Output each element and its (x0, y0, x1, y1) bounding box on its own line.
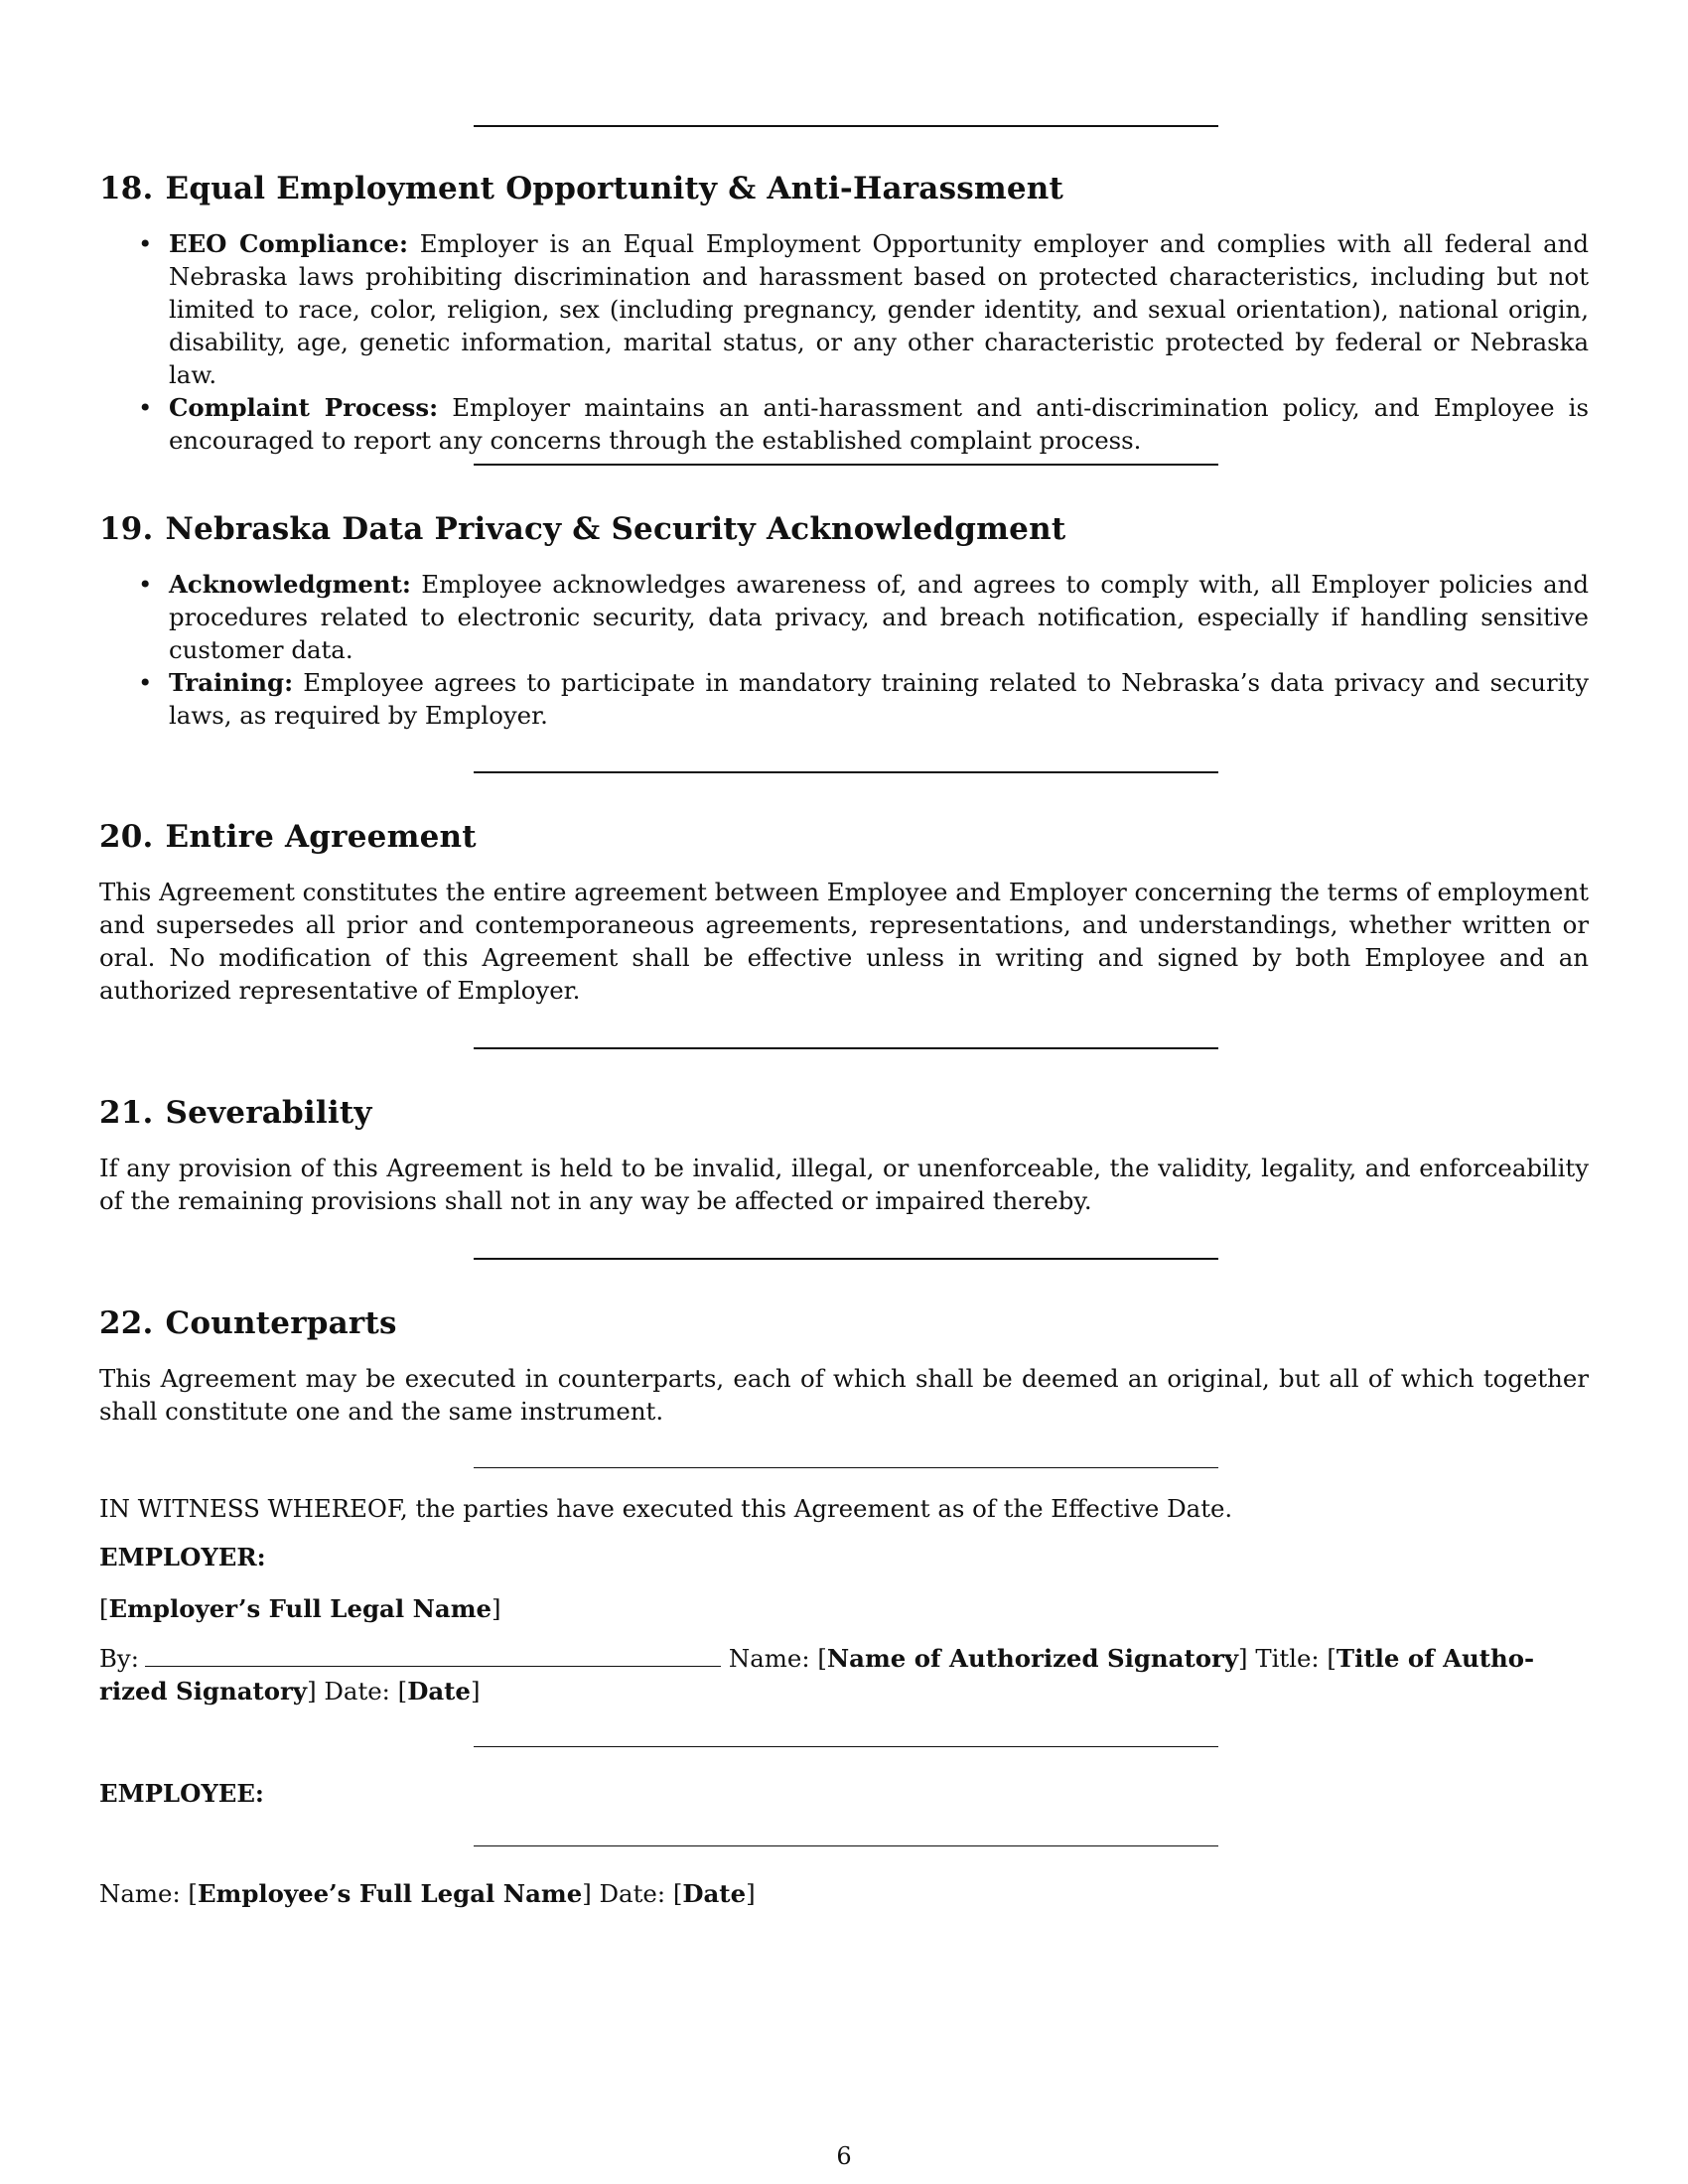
section-number: 20. (99, 819, 154, 855)
employer-signature-line: By: Name: [Name of Authorized Signatory] Title: [Title of Autho- (99, 1644, 1535, 1673)
section-21-heading (99, 1095, 372, 1131)
section-number: 18. (99, 171, 154, 206)
section-divider (474, 1258, 1218, 1260)
section-title: Nebraska Data Privacy & Security Acknowledgment (165, 511, 1066, 547)
signatory-name: Name of Authorized Signatory (826, 1644, 1239, 1673)
section-20-body: This Agreement constitutes the entire agreement between Employee and Employer concerning the terms of employment and supersedes all prior and contemporaneous agreements, representations, and understandings, whether written or oral. No modification of this Agreement shall be effective unless in writing and signed by both Employee and an authorized representative of Employer. (99, 878, 1589, 1005)
signature-divider (474, 1845, 1218, 1846)
section-19-list (99, 568, 1589, 732)
section-number: 21. (99, 1095, 154, 1131)
list-item (99, 568, 1589, 666)
section-number: 19. (99, 511, 154, 547)
signature-field[interactable] (145, 1646, 721, 1667)
section-divider (474, 1047, 1218, 1049)
section-divider (474, 771, 1218, 773)
employee-date: Date (682, 1879, 747, 1908)
section-divider (474, 464, 1218, 466)
employee-name: Employee’s Full Legal Name (197, 1879, 583, 1908)
employee-name-label: Name: (99, 1879, 181, 1908)
section-title: Entire Agreement (165, 819, 477, 855)
bullet-icon: • (138, 668, 153, 697)
by-label: By: (99, 1644, 139, 1673)
section-number: 22. (99, 1305, 154, 1341)
signatory-title-cont: rized Signatory (99, 1677, 308, 1706)
item-text: Employee acknowledges awareness of, and agrees to comply with, all Employer policies and procedures related to electronic security, data privacy, and breach notification, especially if handling sensitive customer data. (169, 570, 1589, 664)
employer-name-line: [Employer’s Full Legal Name] (99, 1594, 501, 1623)
section-21-body: If any provision of this Agreement is held to be invalid, illegal, or unenforceable, the validity, legality, and enforceability of the remaining provisions shall not in any way be affected or impaired thereby. (99, 1154, 1589, 1215)
title-label: Title: (1255, 1644, 1320, 1673)
section-22-heading (99, 1305, 397, 1341)
employer-heading: EMPLOYER: (99, 1543, 266, 1571)
employee-date-label: Date: (599, 1879, 666, 1908)
employee-signature-line: Name: [Employee’s Full Legal Name] Date: [Date] (99, 1879, 756, 1908)
date-label: Date: (324, 1677, 390, 1706)
section-22-body: This Agreement may be executed in counterparts, each of which shall be deemed an original, but all of which together shall constitute one and the same instrument. (99, 1364, 1589, 1426)
list-item (99, 391, 1589, 457)
section-18-list (99, 227, 1589, 457)
bullet-icon: • (138, 393, 153, 422)
section-title: Equal Employment Opportunity & Anti-Harassment (165, 171, 1064, 206)
signature-divider (474, 1467, 1218, 1468)
bullet-icon: • (138, 229, 153, 258)
signature-divider (474, 1746, 1218, 1747)
list-item (99, 666, 1589, 732)
section-title: Counterparts (165, 1305, 397, 1341)
employer-signature-line-cont: rized Signatory] Date: [Date] (99, 1677, 481, 1706)
page-number: 6 (836, 2142, 852, 2170)
item-text: Employee agrees to participate in mandatory training related to Nebraska’s data privacy and security laws, as required by Employer. (169, 668, 1589, 730)
item-label: Training: (169, 668, 294, 697)
bullet-icon: • (138, 570, 153, 599)
signatory-title: Title of Autho- (1336, 1644, 1535, 1673)
employer-date: Date (407, 1677, 471, 1706)
section-divider (474, 125, 1218, 127)
name-label: Name: (728, 1644, 810, 1673)
witness-clause: IN WITNESS WHEREOF, the parties have executed this Agreement as of the Effective Date. (99, 1494, 1233, 1523)
item-label: Complaint Process: (169, 393, 439, 422)
employee-heading: EMPLOYEE: (99, 1779, 264, 1808)
item-label: Acknowledgment: (169, 570, 411, 599)
item-text: Employer is an Equal Employment Opportunity employer and complies with all federal and Nebraska laws prohibiting discrimination and harassment based on protected characteristics, including but not limited to race, color, religion, sex (including pregnancy, gender identity, and sexual orientation), national origin, disability, age, genetic information, marital status, or any other characteristic protected by federal or Nebraska law. (169, 229, 1589, 389)
section-19-heading (99, 511, 1065, 547)
employer-name: Employer’s Full Legal Name (108, 1594, 492, 1623)
item-text: Employer maintains an anti-harassment and anti-discrimination policy, and Employee is encouraged to report any concerns through the established complaint process. (169, 393, 1589, 455)
section-20-heading (99, 819, 477, 855)
item-label: EEO Compliance: (169, 229, 408, 258)
section-18-heading (99, 171, 1063, 206)
section-title: Severability (165, 1095, 372, 1131)
list-item (99, 227, 1589, 391)
